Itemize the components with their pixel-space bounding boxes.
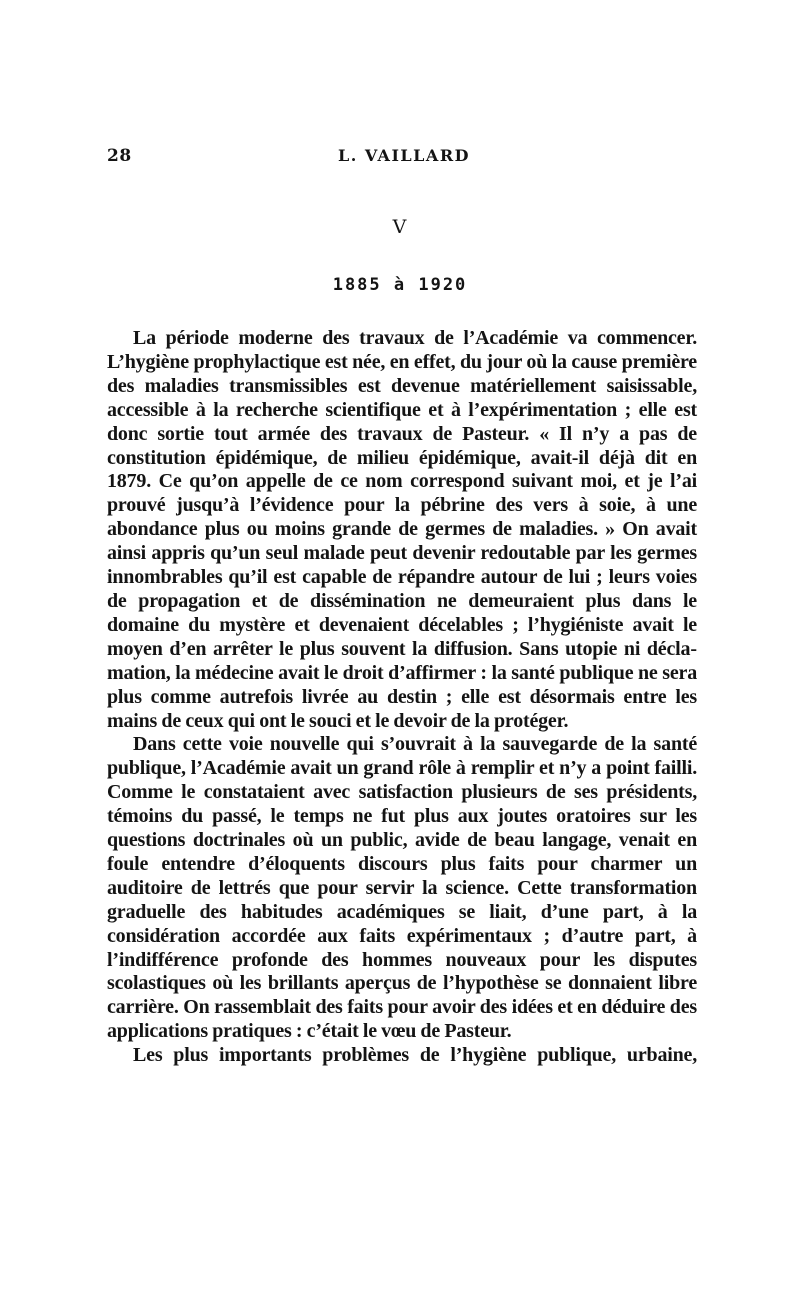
section-number: V [392, 216, 408, 238]
paragraph-3: Les plus importants problèmes de l’hygiène publique, urbaine, [133, 1044, 697, 1067]
paragraph-1: La période moderne des travaux de l’Académie va commencer. L’hygiène prophylactique est née, en effet, du jour où la cause première des maladies transmissibles est devenue matériellement saisissable, accessible à la recherche scientifique et à l’expérimentation ; elle est donc sortie tout armée des travaux de Pasteur. « Il n’y a pas de constitution épidémique, de milieu épidémique, avait-il déjà dit en 1879. Ce qu’on appelle de ce nom correspond suivant moi, et je l’ai prouvé jusqu’à l’évidence pour la pébrine des vers à soie, à une abondance plus ou moins grande de germes de maladies. » On avait ainsi appris qu’un seul malade peut devenir redoutable par les germes innombrables qu’il est capable de répandre autour de lui ; leurs voies de propagation et de dissémination ne demeuraient plus dans le domaine du mystère et devenaient décelables ; l’hygiéniste avait le moyen d’en arrêter le plus souvent la diffusion. Sans utopie ni déclamation, la médecine avait le droit d’affirmer : la santé publique ne sera plus comme autrefois livrée au destin ; elle est désormais entre les mains de ceux qui ont le souci et le devoir de la protéger. [107, 327, 697, 732]
paragraph-2: Dans cette voie nouvelle qui s’ouvrait à la sauvegarde de la santé publique, l’Académie avait un grand rôle à remplir et n’y a point failli. Comme le constataient avec satisfaction plusieurs de ses présidents, témoins du passé, le temps ne fut plus aux joutes oratoires sur les questions doctrinales où un public, avide de beau langage, venait en foule entendre d’éloquents discours plus faits pour charmer un auditoire de lettrés que pour servir la science. Cette transformation graduelle des habitudes académiques se liait, d’une part, à la considération accordée aux faits expérimentaux ; d’autre part, à l’indifférence profonde des hommes nouveaux pour les disputes scolastiques où les brillants aperçus de l’hypothèse se donnaient libre carrière. On rassemblait des faits pour avoir des idées et en déduire des applications pratiques : c’était le vœu de Pasteur. [107, 733, 697, 1043]
running-head [107, 146, 697, 170]
section-heading: 1885 à 1920 [332, 275, 468, 295]
body-text [107, 327, 697, 1068]
running-title: L. VAILLARD [337, 146, 471, 165]
page-number: 28 [107, 146, 132, 166]
